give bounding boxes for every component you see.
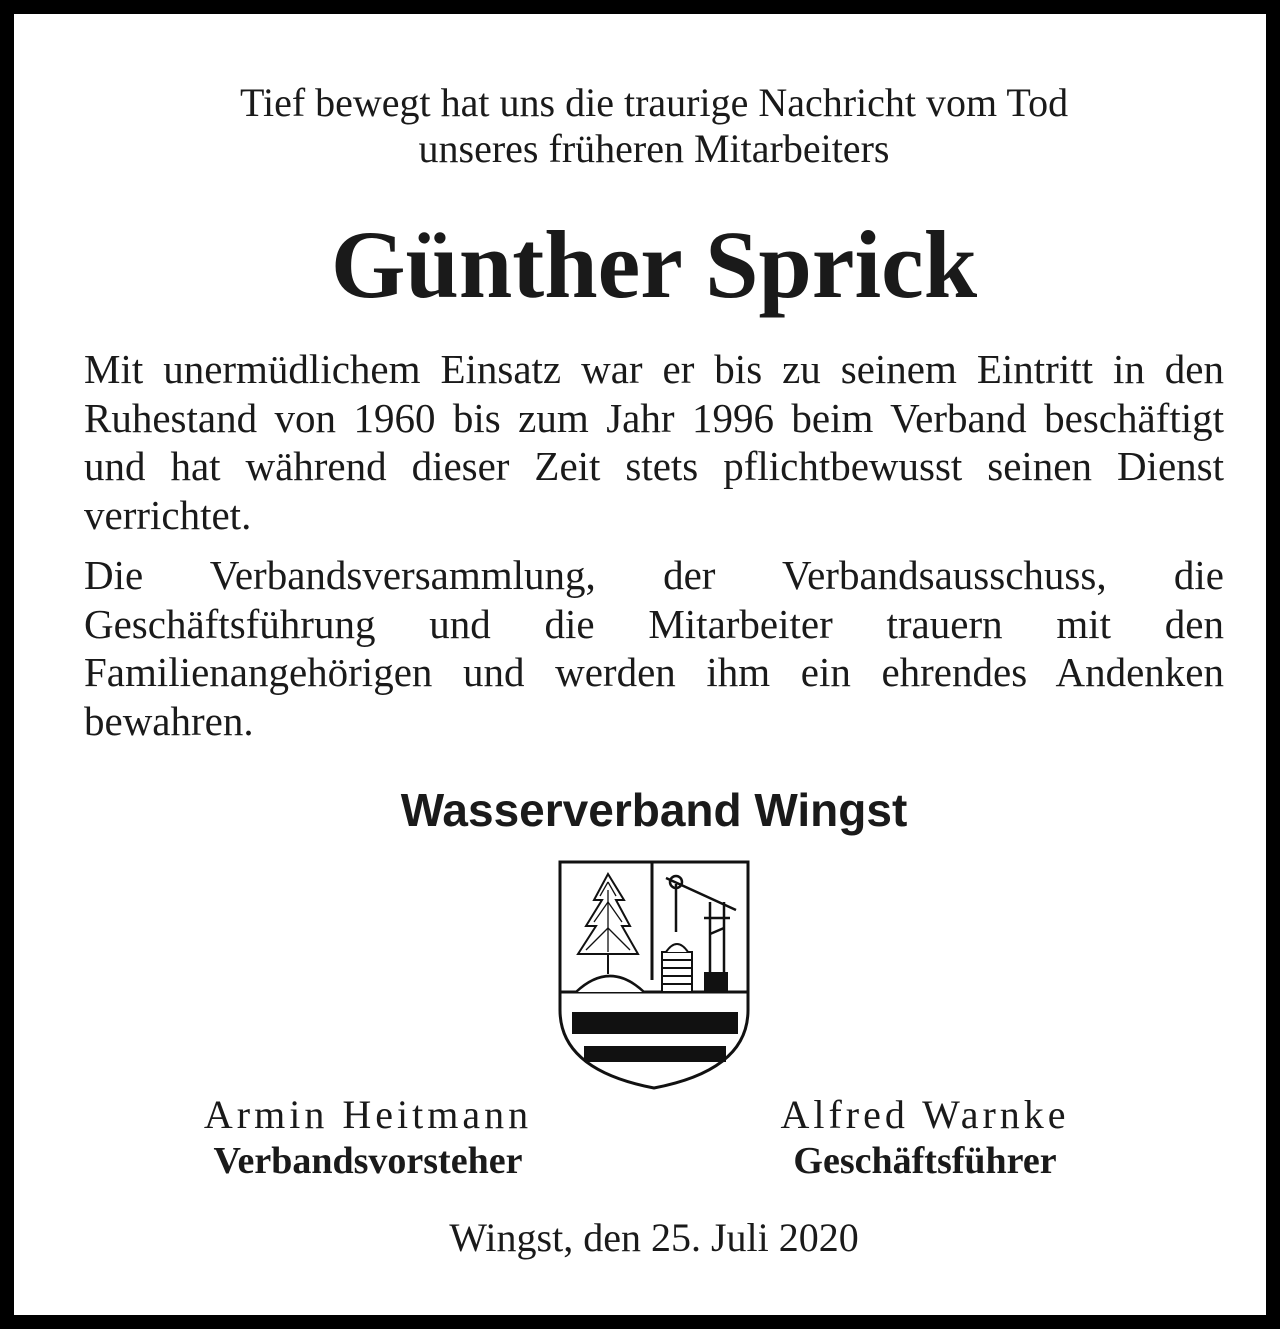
intro-line-1: Tief bewegt hat uns die traurige Nachricht vom Tod	[239, 80, 1069, 125]
intro-line-2: unseres früheren Mitarbeiters	[418, 126, 890, 171]
mourning-paragraph: Die Verbandsversammlung, der Verbandsausschuss, die Geschäftsführung und die Mitarbeiter trauern mit den Familienangehörigen und werden ihm ein ehrendes Andenken bewahren.	[84, 552, 1224, 744]
deceased-name: Günther Sprick	[330, 211, 978, 318]
signatory-right	[665, 1092, 1185, 1184]
organization-name: Wasserverband Wingst	[400, 784, 908, 836]
tribute-paragraph: Mit unermüdlichem Einsatz war er bis zu seinem Eintritt in den Ruhestand von 1960 bis zum Jahr 1996 beim Verband beschäftigt und hat während dieser Zeit stets pflichtbewusst seinen Dienst verrichtet.	[84, 346, 1224, 538]
place-and-date: Wingst, den 25. Juli 2020	[449, 1215, 859, 1260]
coat-of-arms-icon	[558, 860, 752, 1092]
signatory-left	[108, 1092, 628, 1184]
signatory-name: Alfred Warnke	[780, 1092, 1070, 1137]
signatory-name: Armin Heitmann	[203, 1092, 533, 1137]
signatory-title: Geschäftsführer	[793, 1140, 1057, 1182]
intro-text	[74, 80, 1234, 172]
signatory-title: Verbandsvorsteher	[213, 1140, 523, 1182]
